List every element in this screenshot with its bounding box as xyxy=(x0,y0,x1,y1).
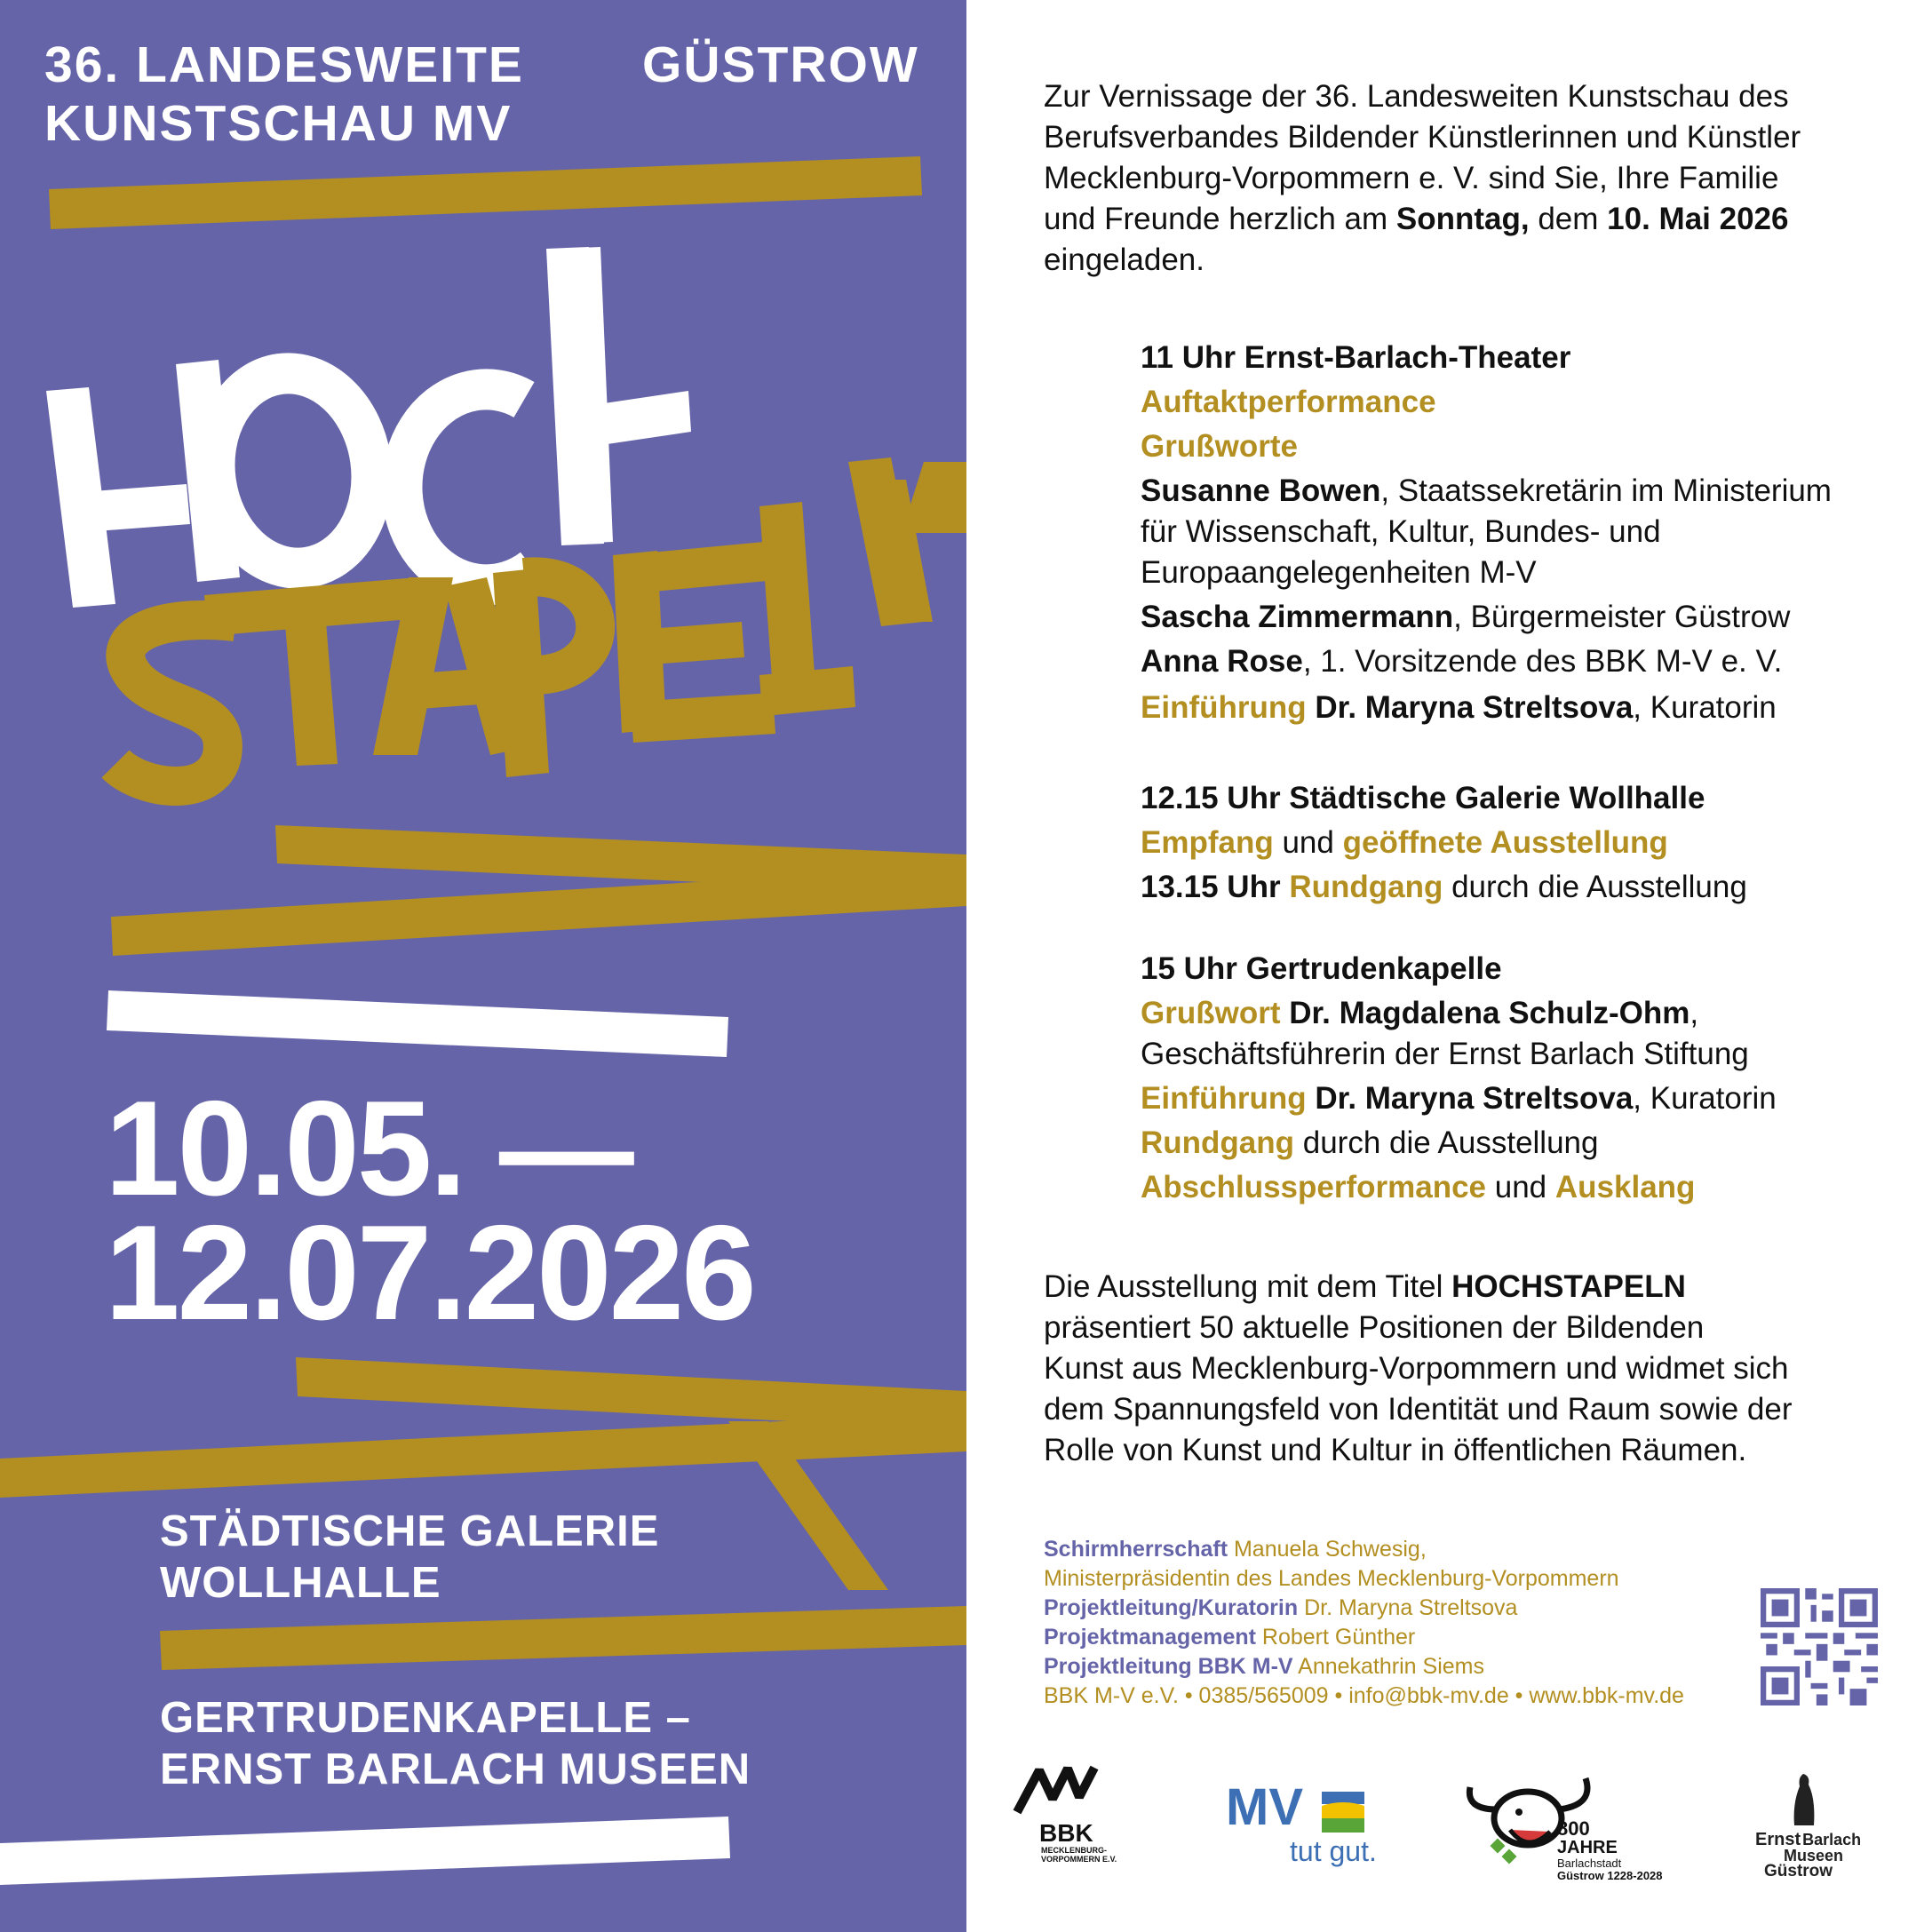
barlach-word: Ernst xyxy=(1755,1830,1801,1849)
program-item-label: Rundgang xyxy=(1289,870,1443,904)
intro-line: Mecklenburg-Vorpommern e. V. sind Sie, Ihre Familie xyxy=(1044,161,1779,195)
speaker-role-line: Europaangelegenheiten M-V xyxy=(1141,555,1537,590)
program-text: und xyxy=(1486,1170,1555,1205)
speaker-role-line: für Wissenschaft, Kultur, Bundes- und xyxy=(1141,514,1661,549)
intro-line xyxy=(1044,199,1801,240)
venue-2-line-2: ERNST BARLACH MUSEEN xyxy=(160,1745,751,1793)
program-item xyxy=(1141,823,1904,863)
jubilee-subtitle: Barlachstadt xyxy=(1557,1856,1622,1870)
bbk-title: BBK xyxy=(1039,1819,1093,1847)
credits-block xyxy=(1044,1535,1684,1711)
intro-line: Berufsverbandes Bildender Künstlerinnen und Künstler xyxy=(1044,120,1801,155)
description-line: dem Spannungsfeld von Identität und Raum sowie der xyxy=(1044,1392,1793,1427)
gold-stripe xyxy=(160,1606,966,1670)
mv-slogan: tut gut. xyxy=(1290,1835,1377,1867)
mv-flag-icon xyxy=(1322,1792,1364,1833)
800-jahre-logo xyxy=(1461,1769,1674,1885)
program-item-label: Einführung xyxy=(1141,1081,1307,1116)
program-text: durch die Ausstellung xyxy=(1443,870,1747,904)
jubilee-word: JAHRE xyxy=(1557,1838,1618,1857)
credit-label: Projektleitung/Kuratorin xyxy=(1044,1595,1299,1620)
intro-paragraph xyxy=(1044,76,1801,281)
barlach-text: Museen xyxy=(1784,1847,1844,1864)
barlach-word: Barlach xyxy=(1802,1831,1862,1849)
bbk-subtitle: MECKLENBURG- xyxy=(1041,1846,1107,1855)
program-item xyxy=(1141,1167,1904,1208)
program-item xyxy=(1141,867,1904,908)
program-item xyxy=(1141,1123,1904,1164)
program-item: Grußworte xyxy=(1141,429,1298,464)
description-line xyxy=(1044,1267,1792,1308)
qr-code-icon[interactable] xyxy=(1761,1588,1878,1705)
mv-tut-gut-logo xyxy=(1226,1778,1386,1879)
description-paragraph xyxy=(1044,1267,1792,1471)
bbk-subtitle: VORPOMMERN E.V. xyxy=(1041,1855,1117,1864)
intro-date: 10. Mai 2026 xyxy=(1607,202,1789,236)
contact-line: BBK M-V e.V. • 0385/565009 • info@bbk-mv.de • www.bbk-mv.de xyxy=(1044,1683,1684,1708)
gold-stripe xyxy=(111,866,966,956)
header-line-1: 36. LANDESWEITE xyxy=(44,36,524,93)
gold-stripe xyxy=(49,156,922,229)
exhibition-title: HOCHSTAPELN xyxy=(1451,1269,1686,1304)
jubilee-number: 800 xyxy=(1557,1817,1590,1840)
credit-label: Schirmherrschaft xyxy=(1044,1537,1228,1562)
credit-name: Dr. Maryna Streltsova xyxy=(1298,1595,1518,1620)
program-text: durch die Ausstellung xyxy=(1294,1125,1599,1160)
program-heading: 12.15 Uhr Städtische Galerie Wollhalle xyxy=(1141,781,1705,815)
credit-line xyxy=(1044,1594,1684,1623)
barlach-text: Güstrow xyxy=(1764,1862,1833,1880)
credit-name: Annekathrin Siems xyxy=(1292,1654,1484,1679)
white-stripe xyxy=(0,1817,730,1885)
program-item-label: Grußwort xyxy=(1141,996,1281,1030)
speaker-name: Dr. Maryna Streltsova xyxy=(1306,1081,1634,1116)
date-end: 12.07.2026 xyxy=(105,1197,754,1348)
intro-text: dem xyxy=(1529,202,1608,236)
credit-name: Robert Günther xyxy=(1255,1625,1416,1650)
title-word-hoch xyxy=(46,247,691,608)
program-item: Auftaktperformance xyxy=(1141,385,1436,419)
description-text: Die Ausstellung mit dem Titel xyxy=(1044,1269,1452,1304)
credit-name: Manuela Schwesig, xyxy=(1228,1537,1427,1562)
speaker-line xyxy=(1141,597,1904,638)
speaker-role: , Bürgermeister Güstrow xyxy=(1453,600,1791,634)
speaker-line xyxy=(1141,641,1904,682)
bbk-logo xyxy=(1013,1763,1137,1883)
intro-text: und Freunde herzlich am xyxy=(1044,202,1396,236)
venue-2-line-1: GERTRUDENKAPELLE – xyxy=(160,1694,691,1742)
program-heading: 11 Uhr Ernst-Barlach-Theater xyxy=(1141,340,1571,375)
program-section-2 xyxy=(1141,778,1904,908)
venue-1-line-1: STÄDTISCHE GALERIE xyxy=(160,1507,660,1555)
speaker-name: Dr. Magdalena Schulz-Ohm xyxy=(1280,996,1690,1030)
speaker-name: Dr. Maryna Streltsova xyxy=(1306,690,1634,725)
white-stripe xyxy=(107,990,728,1057)
intro-line: Zur Vernissage der 36. Landesweiten Kunstschau des xyxy=(1044,79,1789,114)
ernst-barlach-museen-logo xyxy=(1752,1772,1885,1883)
speaker-line xyxy=(1141,471,1904,512)
venue-1-line-2: WOLLHALLE xyxy=(160,1559,441,1607)
sculpture-figure-icon xyxy=(1787,1772,1823,1834)
description-line: Kunst aus Mecklenburg-Vorpommern und widmet sich xyxy=(1044,1351,1789,1386)
jubilee-subtitle: Güstrow 1228-2028 xyxy=(1557,1869,1663,1882)
credit-line xyxy=(1044,1535,1684,1564)
credit-label: Projektleitung BBK M-V xyxy=(1044,1654,1293,1679)
program-item-label: geöffnete Ausstellung xyxy=(1342,825,1668,860)
date-start: 10.05. — xyxy=(105,1073,632,1224)
credit-line: Ministerpräsidentin des Landes Mecklenburg-Vorpommern xyxy=(1044,1566,1619,1591)
program-item-label: Empfang xyxy=(1141,825,1274,860)
intro-line: eingeladen. xyxy=(1044,242,1205,277)
speaker-name: Anna Rose xyxy=(1141,644,1303,679)
program-item-label: Abschlussperformance xyxy=(1141,1170,1487,1205)
header-line-2: KUNSTSCHAU MV xyxy=(44,95,513,152)
program-section-1 xyxy=(1141,338,1904,728)
program-item-label: Ausklang xyxy=(1554,1170,1696,1205)
description-line: Rolle von Kunst und Kultur in öffentlichen Räumen. xyxy=(1044,1433,1747,1467)
speaker-name: Sascha Zimmermann xyxy=(1141,600,1454,634)
speaker-role: , Kuratorin xyxy=(1633,690,1777,725)
barlach-text xyxy=(1755,1831,1861,1849)
speaker-line xyxy=(1141,688,1904,728)
speaker-line xyxy=(1141,1078,1904,1119)
speaker-line xyxy=(1141,993,1904,1034)
program-item-label: Einführung xyxy=(1141,690,1307,725)
program-time: 13.15 Uhr xyxy=(1141,870,1290,904)
credit-label: Projektmanagement xyxy=(1044,1625,1256,1650)
speaker-role: , Kuratorin xyxy=(1633,1081,1777,1116)
credit-line xyxy=(1044,1652,1684,1682)
speaker-name: Susanne Bowen xyxy=(1141,473,1381,508)
header-city: GÜSTROW xyxy=(642,36,919,93)
bbk-mark-icon xyxy=(1013,1763,1101,1817)
speaker-role: , 1. Vorsitzende des BBK M-V e. V. xyxy=(1302,644,1783,679)
mv-title: MV xyxy=(1226,1778,1303,1836)
program-heading: 15 Uhr Gertrudenkapelle xyxy=(1141,951,1502,986)
program-text: und xyxy=(1273,825,1343,860)
speaker-role: , Staatssekretärin im Ministerium xyxy=(1380,473,1832,508)
description-line: präsentiert 50 aktuelle Positionen der Bildenden xyxy=(1044,1310,1705,1345)
program-text: , xyxy=(1690,996,1699,1030)
intro-day: Sonntag, xyxy=(1395,202,1530,236)
speaker-role-line: Geschäftsführerin der Ernst Barlach Stiftung xyxy=(1141,1037,1749,1071)
program-item-label: Rundgang xyxy=(1141,1125,1295,1160)
program-section-3 xyxy=(1141,949,1904,1208)
credit-line xyxy=(1044,1623,1684,1652)
